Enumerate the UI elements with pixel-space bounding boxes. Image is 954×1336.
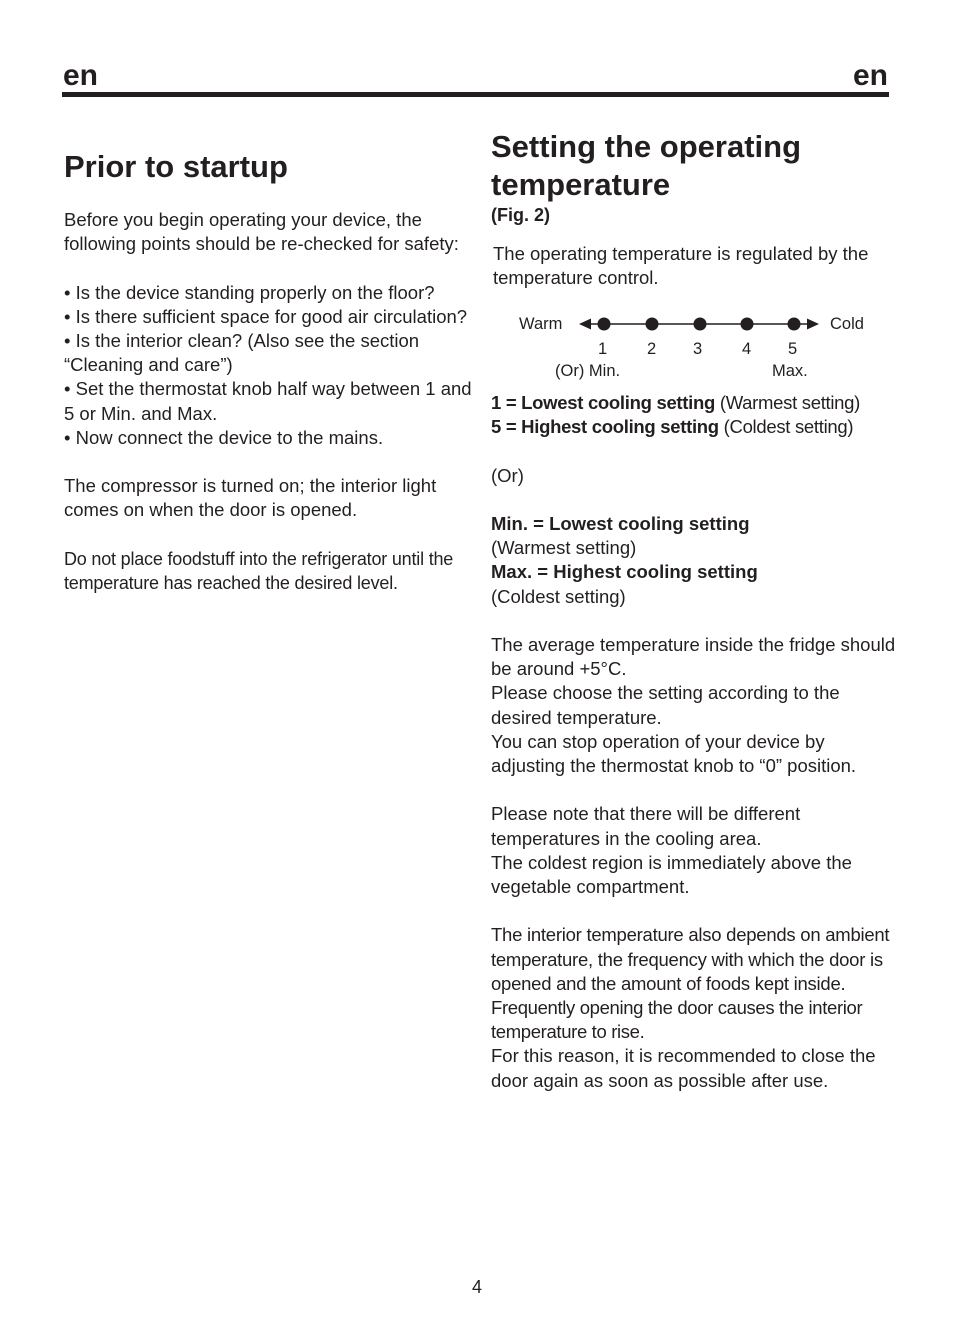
- scale-min-label: (Or) Min.: [555, 362, 621, 380]
- scale-number-5: 5: [788, 340, 798, 358]
- scale-dot-1: [598, 318, 611, 331]
- scale-number-2: 2: [647, 340, 657, 358]
- close-door-recommendation-text: For this reason, it is recommended to close the door again as soon as possible after use.: [491, 1045, 876, 1091]
- thermostat-scale-figure: [491, 308, 901, 388]
- scale-cold-label: Cold: [830, 315, 864, 333]
- header-language-left: en: [63, 59, 99, 92]
- setting-1-line: 1 = Lowest cooling setting (Warmest setting): [491, 392, 861, 413]
- max-setting-bold: Max. = Highest cooling setting: [491, 561, 758, 583]
- safety-checklist: [64, 281, 474, 450]
- arrow-right-icon: [807, 319, 819, 330]
- checklist-item: • Is there sufficient space for good air circulation?: [64, 305, 468, 327]
- average-temperature-text: The average temperature inside the fridge should be around +5°C.: [491, 633, 896, 680]
- scale-dot-2: [646, 318, 659, 331]
- prior-to-startup-title: Prior to startup: [64, 149, 288, 184]
- interior-temperature-depends-text: The interior temperature also depends on ambient temperature, the frequency with which the door is opened and the amount of foods kept inside.: [491, 924, 890, 994]
- checklist-item: • Is the interior clean? (Also see the section “Cleaning and care”): [64, 330, 420, 376]
- checklist-item: • Set the thermostat knob half way between 1 and 5 or Min. and Max.: [64, 378, 472, 424]
- scale-number-1: 1: [598, 340, 608, 358]
- temperature-intro: The operating temperature is regulated by the temperature control.: [493, 243, 869, 289]
- right-column-heading: [491, 128, 901, 290]
- header-language-right: en: [852, 59, 888, 92]
- scale-dot-5: [788, 318, 801, 331]
- compressor-note: The compressor is turned on; the interior light comes on when the door is opened.: [64, 475, 437, 521]
- arrow-left-icon: [579, 319, 591, 330]
- scale-dot-4: [741, 318, 754, 331]
- header-rule: [62, 92, 889, 97]
- different-temperatures-text: Please note that there will be different temperatures in the cooling area.: [491, 803, 801, 849]
- checklist-item: • Now connect the device to the mains.: [64, 426, 384, 448]
- left-column: [64, 148, 474, 619]
- scale-max-label: Max.: [772, 362, 808, 380]
- setting-5-line: 5 = Highest cooling setting (Coldest setting): [491, 416, 854, 438]
- stop-operation-text: You can stop operation of your device by adjusting the thermostat knob to “0” position.: [491, 730, 857, 776]
- min-setting-desc: (Warmest setting): [491, 537, 637, 559]
- choose-setting-text: Please choose the setting according to the desired temperature.: [491, 682, 840, 728]
- foodstuff-note: Do not place foodstuff into the refrigerator until the temperature has reached the desired level.: [64, 548, 454, 593]
- scale-dot-3: [694, 318, 707, 331]
- operating-temperature-title: Setting the operating temperature: [491, 129, 801, 202]
- page-number: 4: [471, 1277, 482, 1297]
- startup-intro: Before you begin operating your device, the following points should be re-checked for safety:: [64, 209, 459, 255]
- min-setting-bold: Min. = Lowest cooling setting: [491, 512, 750, 534]
- scale-warm-label: Warm: [519, 315, 563, 333]
- or-text: (Or): [491, 464, 524, 486]
- right-column-body: [491, 391, 901, 1093]
- coldest-region-text: The coldest region is immediately above the vegetable compartment.: [491, 851, 852, 897]
- checklist-item: • Is the device standing properly on the floor?: [64, 281, 435, 303]
- scale-number-3: 3: [693, 340, 703, 358]
- figure-reference: (Fig. 2): [491, 205, 550, 225]
- frequent-opening-text: Frequently opening the door causes the interior temperature to rise.: [491, 997, 863, 1043]
- max-setting-desc: (Coldest setting): [491, 585, 626, 607]
- scale-number-4: 4: [742, 340, 752, 358]
